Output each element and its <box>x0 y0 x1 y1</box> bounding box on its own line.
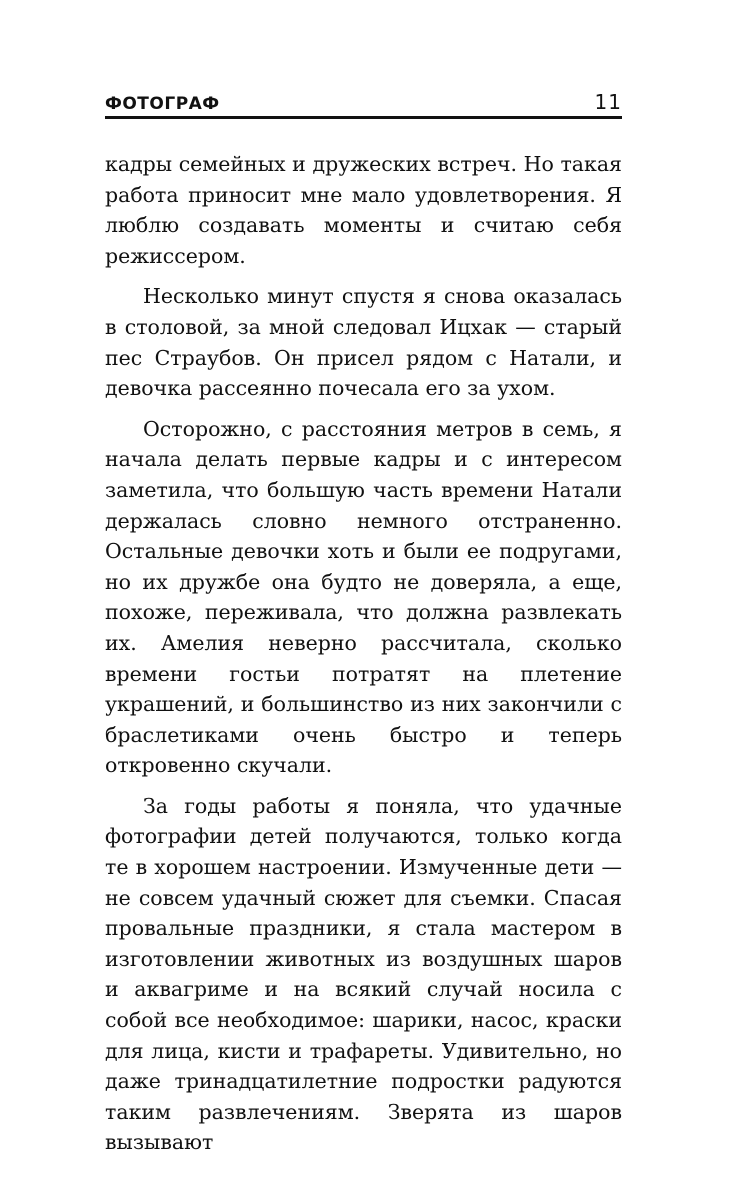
running-header <box>105 86 622 119</box>
page-number: 11 <box>594 90 622 114</box>
paragraph-2: Несколько минут спустя я снова оказалась в столовой, за мной следовал Ицхак — старый пес Страубов. Он присел рядом с Натали, и девочка рассеянно почесала его за ухом. <box>105 284 622 401</box>
paragraph-1: кадры семейных и дружеских встреч. Но такая работа приносит мне мало удовлетворения. Я люблю создавать моменты и считаю себя режиссером. <box>105 152 622 268</box>
chapter-title: ФОТОГРАФ <box>105 94 220 114</box>
paragraph-3: Осторожно, с расстояния метров в семь, я начала делать первые кадры и с интересом заметила, что большую часть времени Натали держалась словно немного отстраненно. Остальные девочки хоть и были ее подругами, но их дружбе она будто не доверяла, а еще, похоже, переживала, что должна развлекать их. Амелия неверно рассчитала, сколько времени гостьи потратят на плетение украшений, и большинство из них закончили с браслетиками очень быстро и теперь откровенно скучали. <box>105 416 622 778</box>
book-page <box>105 86 622 1168</box>
body-text <box>105 149 622 1158</box>
paragraph-4: За годы работы я поняла, что удачные фотографии детей получаются, только когда те в хорошем настроении. Измученные дети — не совсем удачный сюжет для съемки. Спасая провальные праздники, я стала мастером в изготовлении животных из воздушных шаров и аквагриме и на всякий случай носила с собой все необходимое: шарики, насос, краски для лица, кисти и трафареты. Удивительно, но даже тринадцатилетние подростки радуются таким развлечениям. Зверята из шаров вызывают <box>105 793 622 1155</box>
